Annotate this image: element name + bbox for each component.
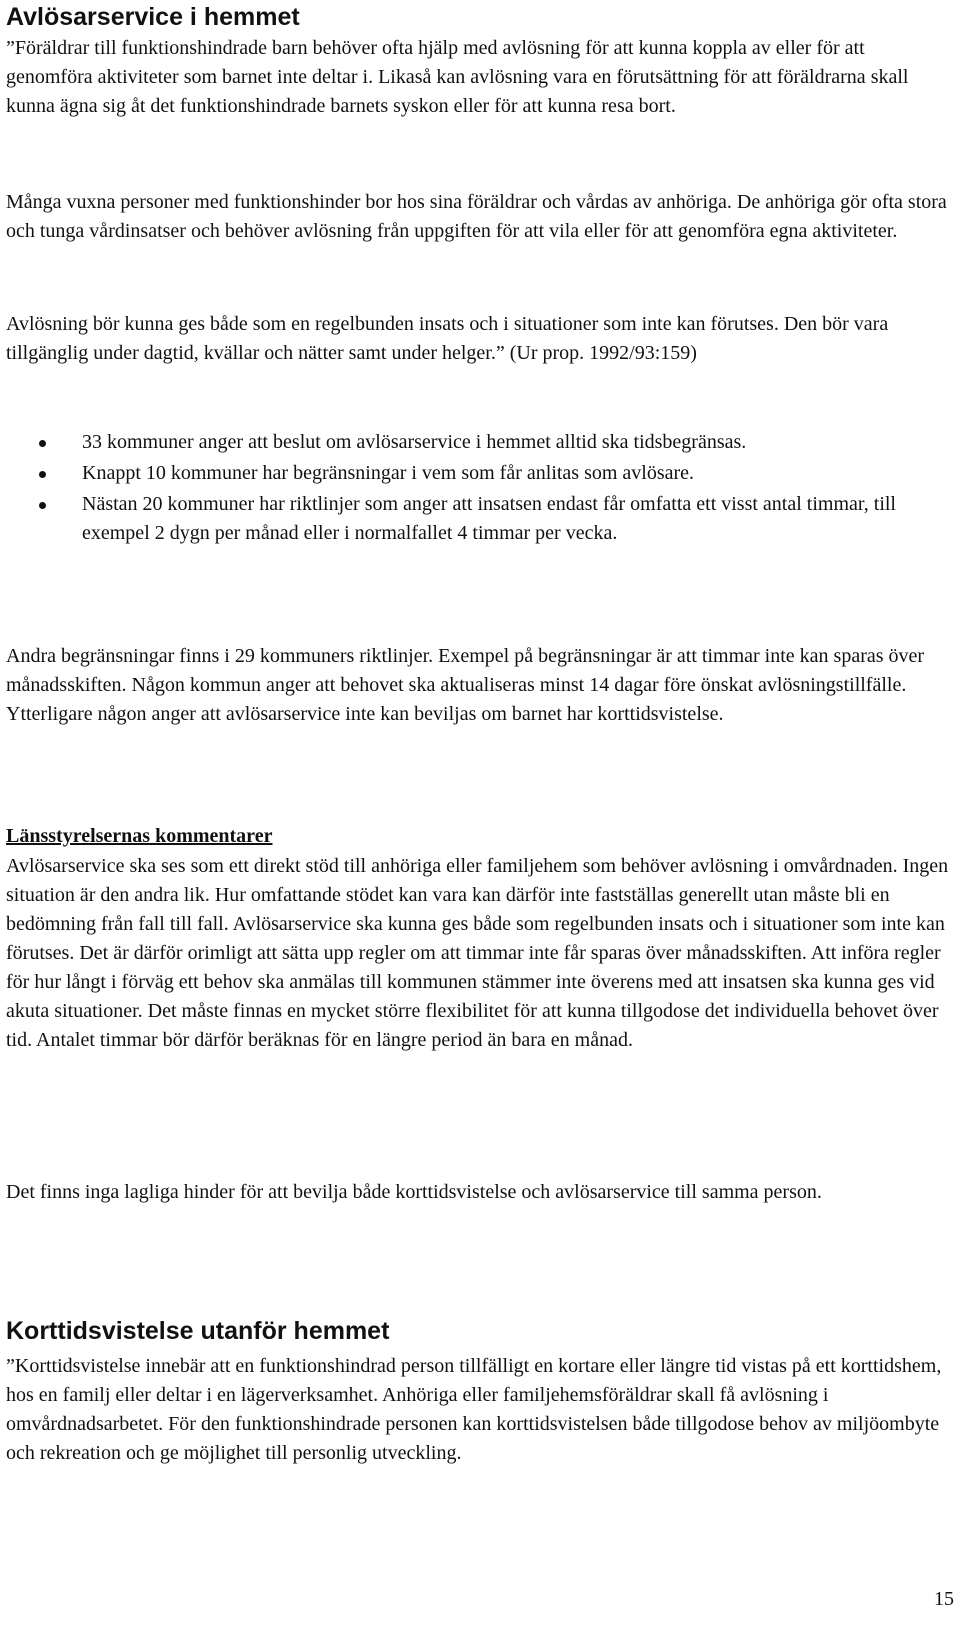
- quote-paragraph: ”Föräldrar till funktionshindrade barn behöver ofta hjälp med avlösning för att kunna koppla av eller för att genomföra aktiviteter som barnet inte deltar i. Likaså kan avlösning vara en förutsättning för att föräldrarna skall kunna ägna sig åt det funktionshindrade barnets syskon eller för att kunna resa bort.: [6, 37, 909, 117]
- list-item: [6, 459, 954, 488]
- bullet-list: [6, 428, 954, 550]
- bullet-icon: [39, 440, 46, 447]
- bullet-icon: [39, 471, 46, 478]
- comment-paragraph: Avlösarservice ska ses som ett direkt stöd till anhöriga eller familjehem som behöver avlösning i omvårdnaden. Ingen situation är den andra lik. Hur omfattande stödet kan vara kan därför inte fastställas generellt utan måste bli en bedömning från fall till fall. Avlösarservice ska kunna ges både som regelbunden insats och i situationer som inte kan förutses. Det är därför orimligt att sätta upp regler om att timmar inte får sparas över månadsskiften. Att införa regler för hur långt i förväg ett behov ska anmälas till kommunen stämmer inte överens med att insatsen ska kunna ges vid akuta situationer. Det måste finnas en mycket större flexibilitet för att kunna tillgodose det individuella behovet över tid. Antalet timmar bör därför beräknas för en längre period än bara en månad.: [6, 855, 949, 1051]
- section-heading-avlosarservice: Avlösarservice i hemmet: [6, 3, 300, 31]
- paragraph-begransningar: Andra begränsningar finns i 29 kommuners riktlinjer. Exempel på begränsningar är att timmar inte kan sparas över månadsskiften. Någon kommun anger att behovet ska aktualiseras minst 14 dagar före önskat avlösningstillfälle. Ytterligare någon anger att avlösarservice inte kan beviljas om barnet har korttidsvistelse.: [6, 645, 925, 725]
- list-item: [6, 428, 954, 457]
- list-item-text: 33 kommuner anger att beslut om avlösarservice i hemmet alltid ska tidsbegränsas.: [82, 431, 747, 453]
- paragraph-avlosning: Avlösning bör kunna ges både som en regelbunden insats och i situationer som inte kan förutses. Den bör vara tillgänglig under dagtid, kvällar och nätter samt under helger.” (Ur prop. 1992/93:159): [6, 313, 889, 364]
- list-item-text: Nästan 20 kommuner har riktlinjer som anger att insatsen endast får omfatta ett visst antal timmar, till exempel 2 dygn per månad eller i normalfallet 4 timmar per vecka.: [82, 493, 896, 544]
- bullet-icon: [39, 502, 46, 509]
- paragraph-legal: Det finns inga lagliga hinder för att bevilja både korttidsvistelse och avlösarservice till samma person.: [6, 1181, 822, 1203]
- list-item: [6, 490, 954, 548]
- page-number: 15: [934, 1588, 954, 1610]
- section-heading-korttidsvistelse: Korttidsvistelse utanför hemmet: [6, 1317, 390, 1345]
- paragraph-adults: Många vuxna personer med funktionshinder bor hos sina föräldrar och vårdas av anhöriga. De anhöriga gör ofta stora och tunga vårdinsatser och behöver avlösning från uppgiften för att vila eller för att genomföra egna aktiviteter.: [6, 191, 947, 242]
- quote-paragraph-korttid: ”Korttidsvistelse innebär att en funktionshindrad person tillfälligt en kortare eller längre tid vistas på ett korttidshem, hos en familj eller deltar i en lägerverksamhet. Anhöriga eller familjehemsföräldrar skall få avlösning i omvårdnadsarbetet. För den funktionshindrade personen kan korttidsvistelsen både tillgodose behov av miljöombyte och rekreation och ge möjlighet till personlig utveckling.: [6, 1355, 942, 1464]
- comment-heading: Länsstyrelsernas kommentarer: [6, 825, 273, 847]
- list-item-text: Knappt 10 kommuner har begränsningar i vem som får anlitas som avlösare.: [82, 462, 695, 484]
